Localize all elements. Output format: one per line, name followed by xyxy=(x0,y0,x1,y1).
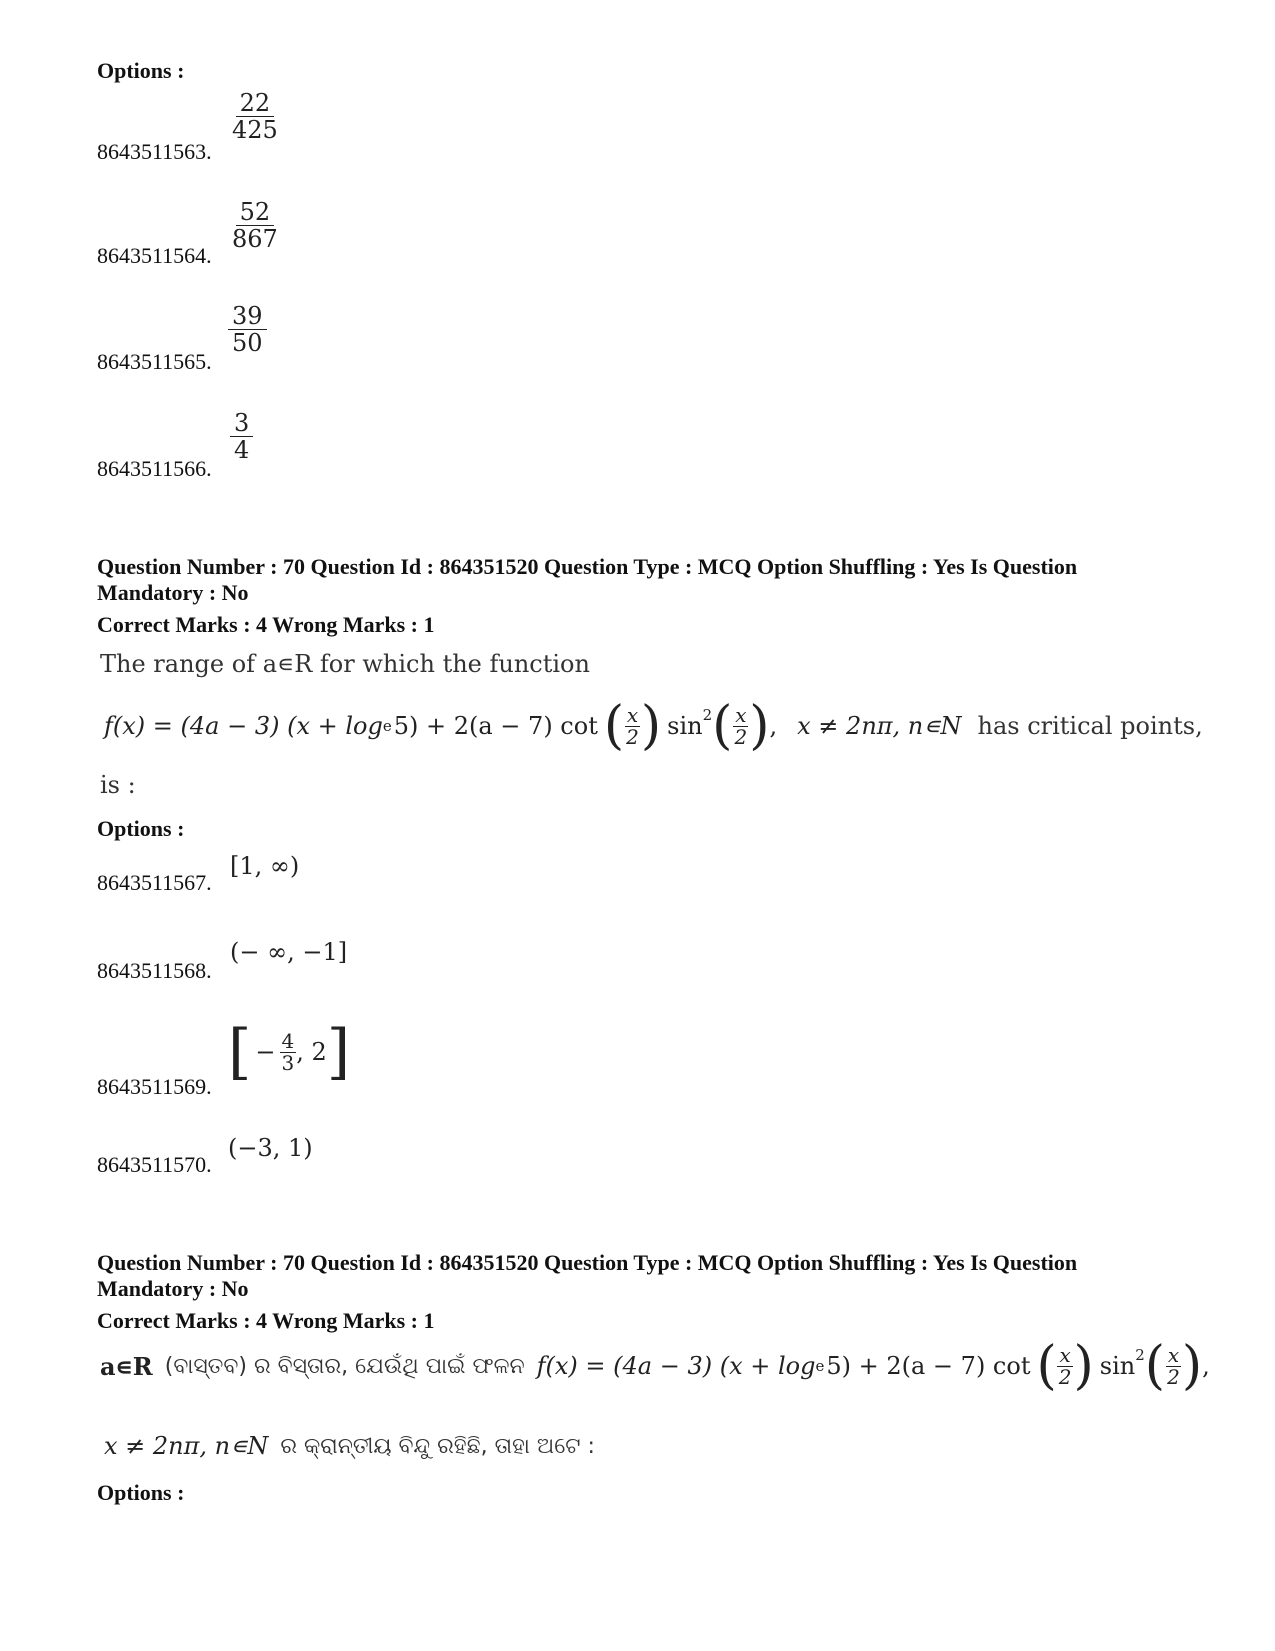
condition-odia: ର କ୍ରାନ୍ତୀୟ ବିନ୍ଦୁ ରହିଛି, ତାହା ଅଟେ : xyxy=(280,1433,595,1459)
option-id: 8643511564. xyxy=(97,243,212,268)
fraction-denominator: 2 xyxy=(626,724,639,749)
option-fraction xyxy=(228,303,267,357)
formula-fraction xyxy=(1165,1342,1182,1389)
intro-odia: (ବାସ୍ତବ) ର ବିସ୍ତାର, ଯେଉଁଥି ପାଇଁ ଫଳନ xyxy=(164,1353,525,1379)
question-marks: Correct Marks : 4 Wrong Marks : 1 xyxy=(97,1308,435,1333)
option-id: 8643511568. xyxy=(97,958,212,983)
formula-sin: sin xyxy=(1099,1352,1136,1380)
intro-set: a∊R xyxy=(100,1351,153,1381)
options-label: Options : xyxy=(97,58,185,83)
fraction-numerator: 3 xyxy=(230,410,253,437)
formula-condition: x ≠ 2nπ, n∊N xyxy=(104,1432,269,1460)
options-label: Options : xyxy=(97,1480,185,1505)
formula-fraction xyxy=(1057,1342,1074,1389)
formula-fraction xyxy=(732,702,749,749)
formula-lhs: f(x) = (4a − 3) (x + log xyxy=(104,712,383,740)
option-post: , 2 xyxy=(296,1038,327,1066)
option-sign: − xyxy=(255,1038,276,1066)
question-header: Question Number : 70 Question Id : 864351520 Question Type : MCQ Option Shuffling : Yes Is Question xyxy=(97,554,1078,579)
fraction-numerator: x xyxy=(1059,1342,1071,1367)
fraction-numerator: 22 xyxy=(236,90,275,117)
option-id: 8643511565. xyxy=(97,349,212,374)
option-fraction xyxy=(228,90,282,144)
fraction-denominator: 425 xyxy=(232,116,278,145)
option-fraction xyxy=(280,1028,297,1075)
fraction-denominator: 2 xyxy=(1058,1364,1072,1389)
option-text: [1, ∞) xyxy=(230,852,300,880)
fraction-numerator: 52 xyxy=(236,199,275,226)
option-id: 8643511563. xyxy=(97,139,212,164)
question-header: Question Number : 70 Question Id : 864351520 Question Type : MCQ Option Shuffling : Yes Is Question xyxy=(97,1250,1078,1275)
option-id: 8643511566. xyxy=(97,456,212,481)
options-label: Options : xyxy=(97,816,185,841)
fraction-denominator: 3 xyxy=(281,1050,295,1075)
question-marks: Correct Marks : 4 Wrong Marks : 1 xyxy=(97,612,435,637)
option-id: 8643511567. xyxy=(97,870,212,895)
fraction-denominator: 2 xyxy=(734,724,748,749)
formula-fraction xyxy=(624,702,641,749)
question-condition-line xyxy=(104,1432,595,1460)
option-text: (− ∞, −1] xyxy=(230,938,348,966)
fraction-numerator: x xyxy=(735,702,747,727)
question-mandatory: Mandatory : No xyxy=(97,580,249,605)
fraction-numerator: 4 xyxy=(281,1028,295,1053)
formula-lhs: f(x) = (4a − 3) (x + log xyxy=(536,1352,816,1380)
fraction-numerator: x xyxy=(626,702,639,727)
option-text: [ − $\frac{4}{3}$ , 2 ] xyxy=(228,1017,351,1087)
formula-mid: 5) + 2(a − 7) cot xyxy=(826,1352,1031,1380)
formula-sin: sin xyxy=(667,712,703,740)
option-fraction xyxy=(228,199,282,253)
fraction-numerator: x xyxy=(1167,1342,1180,1367)
formula-log-base: e xyxy=(815,1357,825,1375)
fraction-denominator: 2 xyxy=(1167,1364,1180,1389)
option-text: (−3, 1) xyxy=(228,1134,313,1162)
formula-condition: x ≠ 2nπ, n∊N xyxy=(797,712,962,740)
option-id: 8643511570. xyxy=(97,1152,212,1177)
fraction-numerator: 39 xyxy=(228,303,267,330)
question-formula: f(x) = (4a − 3) (x + log e 5) + 2(a − 7) cot ( $\frac{x}{2}$ ) sin $^2$ ( $\frac{x}{2}$ ) , x ≠ 2nπ, n∊N has critical points, xyxy=(104,696,1203,756)
option-fraction xyxy=(230,410,253,464)
fraction-denominator: 867 xyxy=(232,225,278,254)
formula-log-base: e xyxy=(382,717,392,735)
formula-sin-exponent: 2 xyxy=(702,706,713,724)
formula-tail: has critical points, xyxy=(977,712,1203,740)
formula-sin-exponent: 2 xyxy=(1135,1346,1145,1364)
question-mandatory: Mandatory : No xyxy=(97,1276,249,1301)
option-id: 8643511569. xyxy=(97,1074,212,1099)
question-intro: a∊R (ବାସ୍ତବ) ର ବିସ୍ତାର, ଯେଉଁଥି ପାଇଁ ଫଳନ f(x) = (4a − 3) (x + log e 5) + 2(a − 7) cot ( $\frac{x}{2}$ ) sin $^2$ ( $\frac{x}{2}$ ) , xyxy=(100,1336,1210,1396)
fraction-denominator: 50 xyxy=(232,329,263,358)
formula-mid: 5) + 2(a − 7) cot xyxy=(393,712,598,740)
question-is: is : xyxy=(100,771,136,799)
fraction-denominator: 4 xyxy=(234,436,250,465)
question-intro: The range of a∊R for which the function xyxy=(100,650,590,678)
